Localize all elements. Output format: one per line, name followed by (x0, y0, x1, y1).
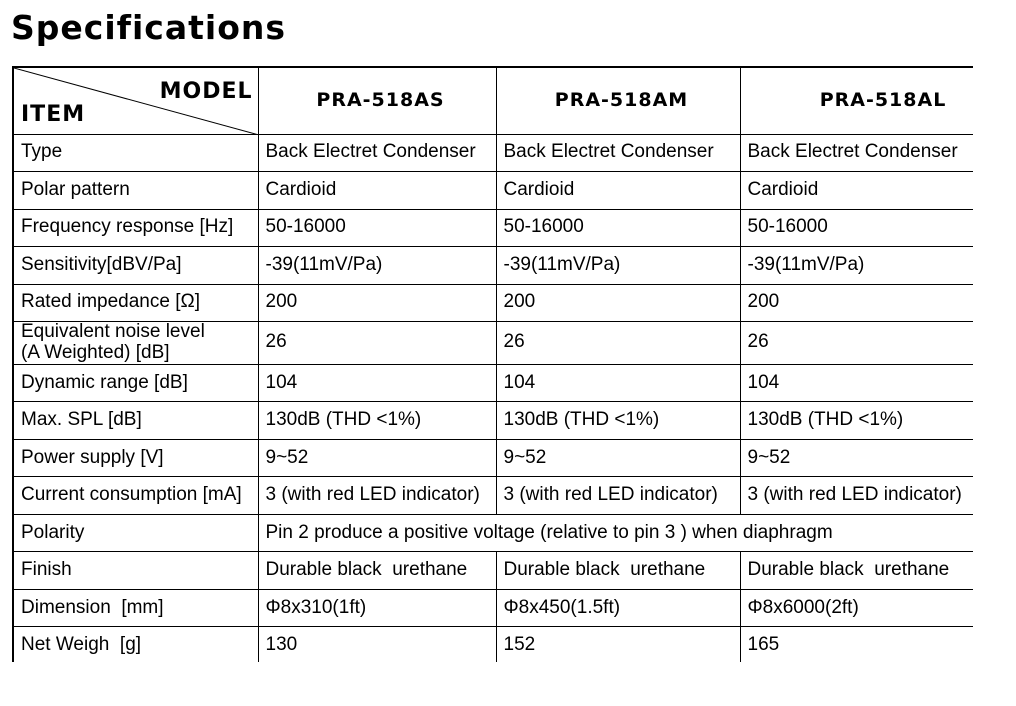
table-row (13, 402, 973, 440)
table-cell: 200 (496, 284, 740, 322)
table-cell: -39(11mV/Pa) (496, 247, 740, 285)
table-cell: 165 (740, 627, 973, 662)
table-cell: 3 (with red LED indicator) (496, 477, 740, 515)
table-cell: 104 (496, 364, 740, 402)
table-cell: 130 (258, 627, 496, 662)
table-cell: Φ8x310(1ft) (258, 589, 496, 627)
table-row (13, 134, 973, 172)
table-cell: 3 (with red LED indicator) (740, 477, 973, 515)
table-row (13, 364, 973, 402)
table-cell: Durable black urethane (258, 552, 496, 590)
table-cell: 26 (740, 322, 973, 365)
corner-header-cell (13, 67, 258, 134)
row-label-line: (A Weighted) [dB] (21, 341, 170, 363)
page-title: Specifications (11, 8, 287, 47)
table-row (13, 627, 973, 662)
table-cell: Cardioid (496, 172, 740, 210)
row-label: Net Weigh [g] (13, 627, 258, 662)
table-cell: Back Electret Condenser (496, 134, 740, 172)
table-row (13, 589, 973, 627)
corner-label-item: ITEM (21, 102, 86, 128)
row-label: Finish (13, 552, 258, 590)
table-row (13, 477, 973, 515)
model-header: PRA-518AS (258, 67, 496, 134)
table-cell: -39(11mV/Pa) (258, 247, 496, 285)
table-cell: 9~52 (496, 439, 740, 477)
table-cell: 130dB (THD <1%) (740, 402, 973, 440)
table-cell: Back Electret Condenser (740, 134, 973, 172)
row-label: Dimension [mm] (13, 589, 258, 627)
spec-table-viewport (12, 66, 973, 662)
table-cell: Cardioid (258, 172, 496, 210)
corner-label-model: MODEL (159, 79, 253, 104)
table-cell: 104 (258, 364, 496, 402)
table-row (13, 552, 973, 590)
row-label: Polarity (13, 514, 258, 552)
row-label: Current consumption [mA] (13, 477, 258, 515)
table-cell: -39(11mV/Pa) (740, 247, 973, 285)
table-cell: 130dB (THD <1%) (496, 402, 740, 440)
table-cell: 9~52 (258, 439, 496, 477)
table-header-row (13, 67, 973, 134)
row-label: Power supply [V] (13, 439, 258, 477)
table-row (13, 439, 973, 477)
row-label: Rated impedance [Ω] (13, 284, 258, 322)
table-cell: Φ8x6000(2ft) (740, 589, 973, 627)
table-cell: Φ8x450(1.5ft) (496, 589, 740, 627)
table-row (13, 247, 973, 285)
table-cell: 50-16000 (496, 209, 740, 247)
table-cell: Cardioid (740, 172, 973, 210)
table-row (13, 172, 973, 210)
table-cell: 50-16000 (258, 209, 496, 247)
polarity-merged-cell: Pin 2 produce a positive voltage (relative to pin 3 ) when diaphragm (258, 514, 973, 552)
table-row (13, 284, 973, 322)
table-cell: 3 (with red LED indicator) (258, 477, 496, 515)
table-cell: 152 (496, 627, 740, 662)
table-row (13, 322, 973, 365)
row-label: Max. SPL [dB] (13, 402, 258, 440)
table-cell: 130dB (THD <1%) (258, 402, 496, 440)
row-label-line: Equivalent noise level (21, 321, 205, 342)
row-label (13, 322, 258, 365)
row-label: Frequency response [Hz] (13, 209, 258, 247)
table-cell: Durable black urethane (740, 552, 973, 590)
row-label: Polar pattern (13, 172, 258, 210)
table-cell: 26 (258, 322, 496, 365)
table-cell: 50-16000 (740, 209, 973, 247)
model-header: PRA-518AM (496, 67, 740, 134)
table-cell: 26 (496, 322, 740, 365)
model-header: PRA-518AL (740, 67, 973, 134)
table-cell: Durable black urethane (496, 552, 740, 590)
table-cell: Back Electret Condenser (258, 134, 496, 172)
row-label: Sensitivity[dBV/Pa] (13, 247, 258, 285)
table-row (13, 514, 973, 552)
row-label: Type (13, 134, 258, 172)
row-label: Dynamic range [dB] (13, 364, 258, 402)
table-cell: 104 (740, 364, 973, 402)
table-cell: 9~52 (740, 439, 973, 477)
spec-table (12, 66, 973, 662)
table-cell: 200 (258, 284, 496, 322)
table-row (13, 209, 973, 247)
table-cell: 200 (740, 284, 973, 322)
